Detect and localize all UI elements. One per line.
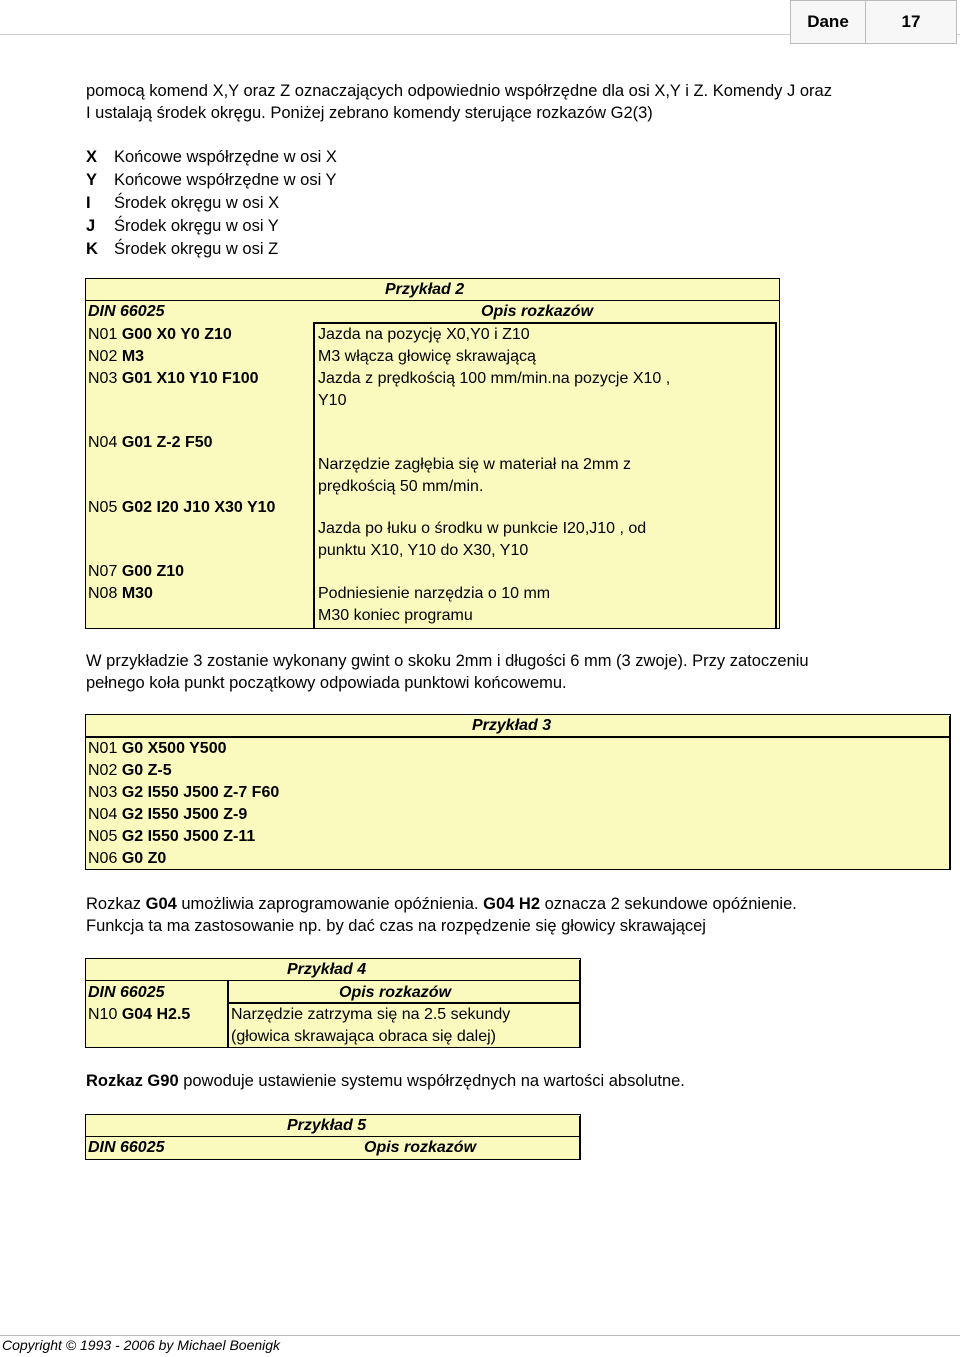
code-line: N01 G00 X0 Y0 Z10 — [88, 326, 232, 343]
copyright: Copyright © 1993 - 2006 by Michael Boenigk — [2, 1337, 281, 1353]
example-4-right-shadow — [579, 960, 581, 1048]
g04-line-2: Funkcja ta ma zastosowanie np. by dać czas na rozpędzenie się głowicy skrawającej — [86, 917, 706, 935]
example-5-desc-header: Opis rozkazów — [364, 1139, 477, 1156]
code-line: N04 G01 Z-2 F50 — [88, 434, 213, 451]
code-line: N05 G2 I550 J500 Z-11 — [88, 828, 256, 845]
example-3-right-shadow — [949, 716, 951, 870]
intro-line-2: I ustalają środek okręgu. Poniżej zebrano komendy sterujące rozkazów G2(3) — [86, 104, 653, 122]
legend-item — [86, 169, 337, 192]
para-3-line-1: W przykładzie 3 zostanie wykonany gwint o skoku 2mm i długości 6 mm (3 zwoje). Przy zatoczeniu — [86, 652, 809, 670]
code-line: N02 M3 — [88, 348, 145, 365]
example-4-din: DIN 66025 — [88, 984, 165, 1001]
g90-line: Rozkaz G90 powoduje ustawienie systemu współrzędnych na wartości absolutne. — [86, 1072, 685, 1090]
desc-line: Jazda na pozycję X0,Y0 i Z10 — [318, 326, 530, 343]
footer-rule — [0, 1335, 960, 1336]
legend-key: K — [86, 240, 98, 258]
example-4-col-divider — [227, 980, 229, 1048]
code-line: N07 G00 Z10 — [88, 563, 185, 580]
legend-text: Środek okręgu w osi Y — [114, 217, 279, 235]
para-3-line-2: pełnego koła punkt początkowy odpowiada punktowi końcowemu. — [86, 674, 567, 692]
desc-line: Narzędzie zatrzyma się na 2.5 sekundy — [231, 1006, 511, 1023]
code-line: N10 G04 H2.5 — [88, 1006, 191, 1023]
example-5-title: Przykład 5 — [287, 1117, 367, 1134]
code-line: N01 G0 X500 Y500 — [88, 740, 227, 757]
legend-text: Końcowe współrzędne w osi X — [114, 148, 337, 166]
example-2-din: DIN 66025 — [88, 303, 165, 320]
code-line: N05 G02 I20 J10 X30 Y10 — [88, 499, 276, 516]
desc-line: (głowica skrawająca obraca się dalej) — [231, 1028, 497, 1045]
example-4-title: Przykład 4 — [287, 961, 367, 978]
legend-key: X — [86, 148, 98, 166]
code-line: N08 M30 — [88, 585, 153, 602]
desc-line: Narzędzie zagłębia się w materiał na 2mm z — [318, 456, 632, 473]
g04-line-1: Rozkaz G04 umożliwia zaprogramowanie opóźnienia. G04 H2 oznacza 2 sekundowe opóźnienie. — [86, 895, 797, 913]
example-5-din: DIN 66025 — [88, 1139, 165, 1156]
example-2-desc-header: Opis rozkazów — [481, 303, 594, 320]
example-2-title: Przykład 2 — [385, 281, 465, 298]
desc-line: Jazda po łuku o środku w punkcie I20,J10 , od — [318, 520, 647, 537]
code-line: N06 G0 Z0 — [88, 850, 167, 867]
desc-line: Podniesienie narzędzia o 10 mm — [318, 585, 551, 602]
code-line: N04 G2 I550 J500 Z-9 — [88, 806, 248, 823]
command-legend — [86, 146, 337, 261]
desc-line: M30 koniec programu — [318, 607, 473, 624]
desc-line: Jazda z prędkością 100 mm/min.na pozycje X10 , — [318, 370, 671, 387]
legend-item — [86, 215, 337, 238]
legend-text: Końcowe współrzędne w osi Y — [114, 171, 337, 189]
legend-text: Środek okręgu w osi X — [114, 194, 280, 212]
legend-item — [86, 238, 337, 261]
code-line: N02 G0 Z-5 — [88, 762, 172, 779]
legend-key: J — [86, 217, 96, 235]
example-2-right-shadow — [775, 324, 777, 628]
example-5-right-shadow — [579, 1116, 581, 1160]
section-label: Dane — [790, 0, 866, 44]
page-number: 17 — [865, 0, 957, 44]
code-line: N03 G01 X10 Y10 F100 — [88, 370, 259, 387]
legend-key: I — [86, 194, 91, 212]
desc-line: Y10 — [318, 392, 347, 409]
legend-key: Y — [86, 171, 98, 189]
example-3-title: Przykład 3 — [472, 717, 552, 734]
example-2-col-divider — [313, 324, 315, 628]
desc-line: M3 włącza głowicę skrawającą — [318, 348, 536, 365]
desc-line: prędkością 50 mm/min. — [318, 478, 484, 495]
legend-text: Środek okręgu w osi Z — [114, 240, 279, 258]
desc-line: punktu X10, Y10 do X30, Y10 — [318, 542, 529, 559]
legend-item — [86, 146, 337, 169]
intro-line-1: pomocą komend X,Y oraz Z oznaczających odpowiednio współrzędne dla osi X,Y i Z. Komendy J oraz — [86, 82, 832, 100]
legend-item — [86, 192, 337, 215]
example-4-desc-header: Opis rozkazów — [339, 984, 452, 1001]
code-line: N03 G2 I550 J500 Z-7 F60 — [88, 784, 280, 801]
